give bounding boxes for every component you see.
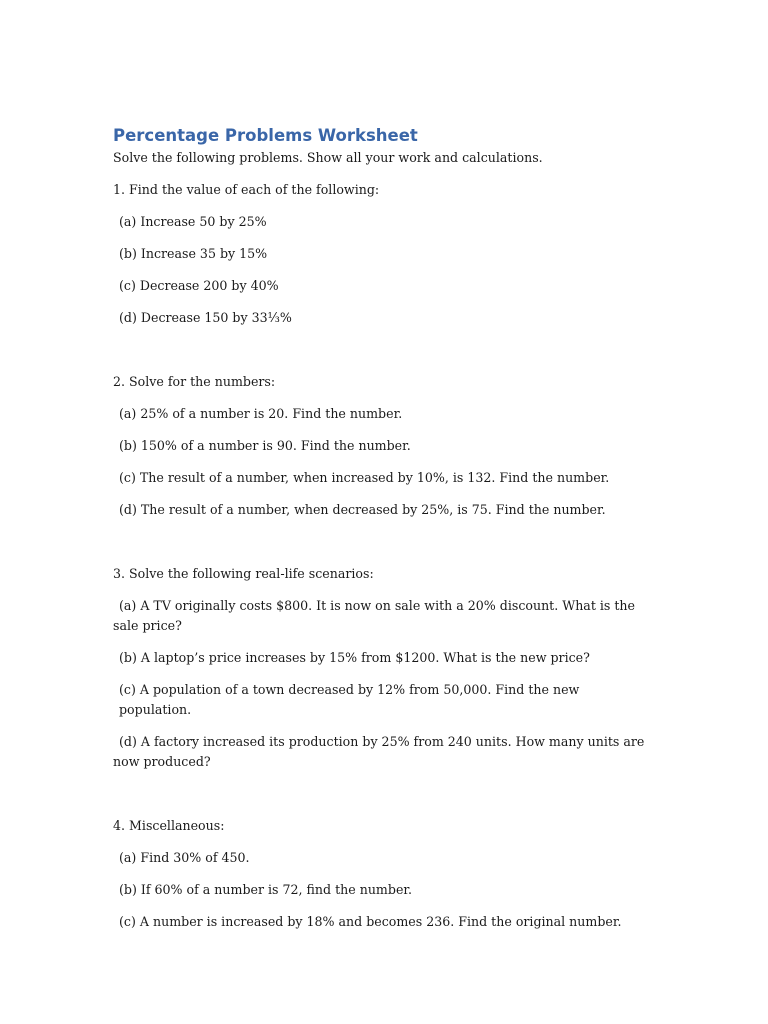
section-1-heading: 1. Find the value of each of the following: <box>113 182 380 197</box>
section-3-item-c: (c) A population of a town decreased by 12% from 50,000. Find the new population. <box>119 682 580 717</box>
section-2-item-a: (a) 25% of a number is 20. Find the number. <box>119 406 403 421</box>
document-intro: Solve the following problems. Show all your work and calculations. <box>113 150 543 165</box>
section-4-item-c: (c) A number is increased by 18% and becomes 236. Find the original number. <box>119 914 622 929</box>
section-2-item-d: (d) The result of a number, when decreased by 25%, is 75. Find the number. <box>119 502 606 517</box>
section-3-item-a: (a) A TV originally costs $800. It is now on sale with a 20% discount. What is the sale price? <box>113 598 635 633</box>
section-1-item-b: (b) Increase 35 by 15% <box>119 246 268 261</box>
section-3-heading: 3. Solve the following real-life scenarios: <box>113 566 374 581</box>
section-3-item-d: (d) A factory increased its production by 25% from 240 units. How many units are now produced? <box>113 734 645 769</box>
section-4-item-a: (a) Find 30% of 450. <box>119 850 250 865</box>
section-2-heading: 2. Solve for the numbers: <box>113 374 276 389</box>
section-3-item-b: (b) A laptop’s price increases by 15% from $1200. What is the new price? <box>119 650 590 665</box>
section-4-item-b: (b) If 60% of a number is 72, find the number. <box>119 882 413 897</box>
section-2-item-b: (b) 150% of a number is 90. Find the number. <box>119 438 411 453</box>
section-4-heading: 4. Miscellaneous: <box>113 818 225 833</box>
document-title: Percentage Problems Worksheet <box>113 126 418 145</box>
section-1-item-c: (c) Decrease 200 by 40% <box>119 278 279 293</box>
document-body <box>113 124 653 932</box>
section-1-item-a: (a) Increase 50 by 25% <box>119 214 267 229</box>
section-2-item-c: (c) The result of a number, when increased by 10%, is 132. Find the number. <box>119 470 610 485</box>
section-1-item-d: (d) Decrease 150 by 33⅓% <box>119 310 292 325</box>
